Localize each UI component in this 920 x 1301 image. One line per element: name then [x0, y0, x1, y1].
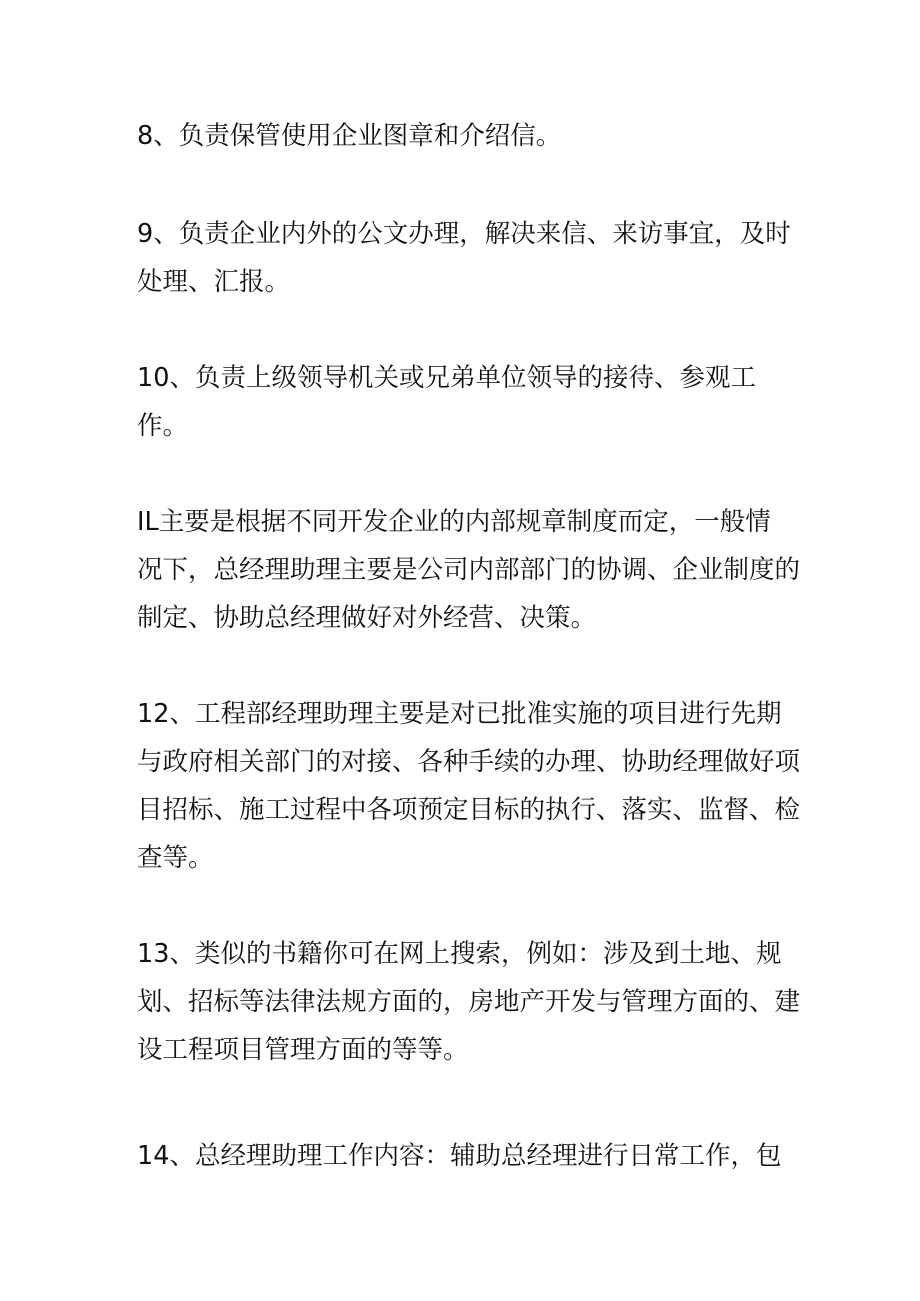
paragraph-item-11 [137, 498, 801, 642]
paragraph-line: 制定、协助总经理做好对外经营、决策。 [137, 603, 597, 633]
paragraph-line: 与政府相关部门的对接、各种手续的办理、协助经理做好项 [137, 747, 801, 777]
paragraph-item-8 [137, 112, 787, 160]
paragraph-line: 况下，总经理助理主要是公司内部部门的协调、企业制度的 [137, 555, 801, 585]
paragraph-line: 13、类似的书籍你可在网上搜索，例如：涉及到土地、规 [137, 939, 782, 969]
paragraph-line: 查等。 [137, 843, 214, 873]
paragraph-line: 划、招标等法律法规方面的，房地产开发与管理方面的、建 [137, 987, 801, 1017]
paragraph-line: 目招标、施工过程中各项预定目标的执行、落实、监督、检 [137, 795, 801, 825]
paragraph-item-13 [137, 930, 801, 1074]
paragraph-line: 14、总经理助理工作内容：辅助总经理进行日常工作，包 [137, 1141, 782, 1171]
paragraph-line: 10、负责上级领导机关或兄弟单位领导的接待、参观工 [137, 363, 756, 393]
paragraph-line: IL主要是根据不同开发企业的内部规章制度而定，一般情 [137, 507, 771, 537]
paragraph-line: 9、负责企业内外的公文办理，解决来信、来访事宜，及时 [137, 219, 791, 249]
paragraph-item-10 [137, 354, 787, 450]
paragraph-item-14 [137, 1132, 787, 1180]
paragraph-line: 12、工程部经理助理主要是对已批准实施的项目进行先期 [137, 699, 782, 729]
paragraph-line: 作。 [137, 411, 189, 441]
paragraph-item-12 [137, 690, 801, 882]
paragraph-line: 设工程项目管理方面的等等。 [137, 1035, 469, 1065]
paragraph-line: 处理、汇报。 [137, 267, 291, 297]
paragraph-item-9 [137, 210, 791, 306]
paragraph-line: 8、负责保管使用企业图章和介绍信。 [137, 121, 562, 151]
